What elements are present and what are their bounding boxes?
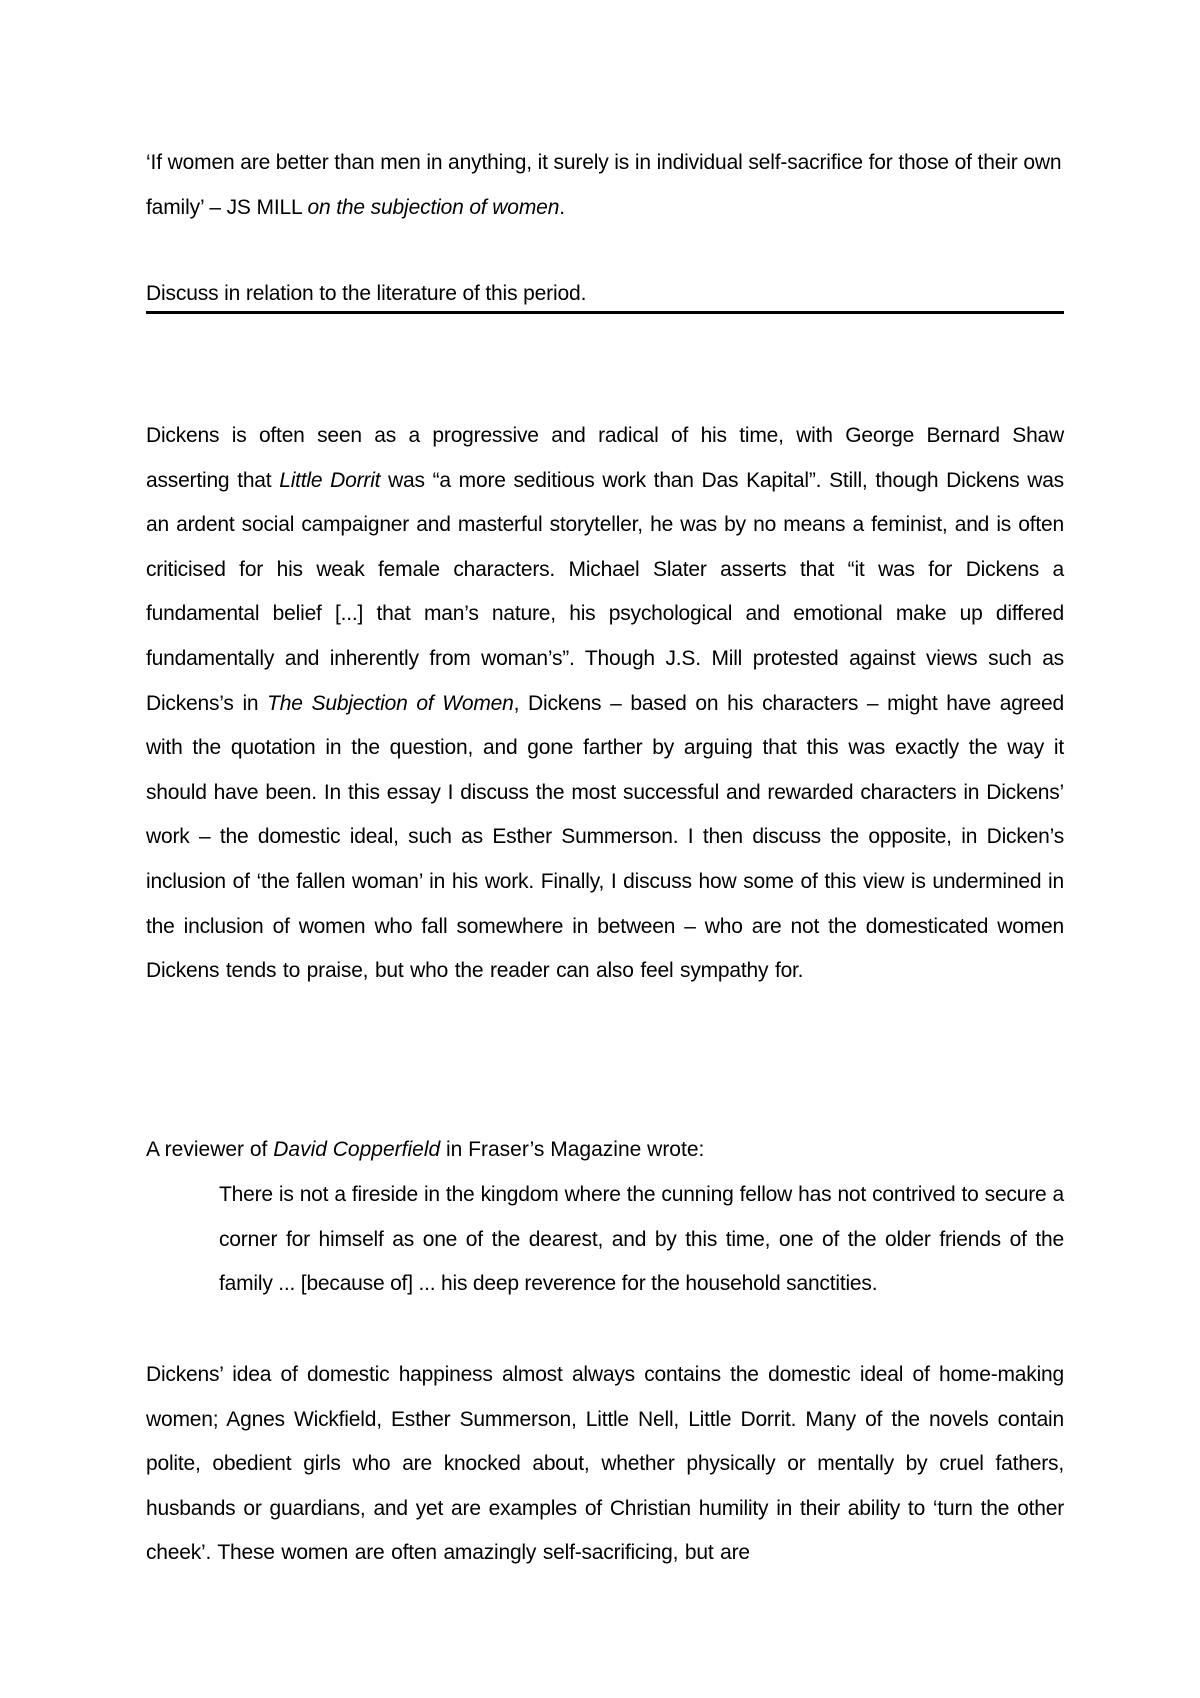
intro-title-subjection-of-women: The Subjection of Women [267, 691, 514, 715]
reviewer-text-1: A reviewer of [146, 1138, 274, 1161]
question-text [146, 141, 1064, 230]
intro-text-1: Dickens is often seen as a progressive and radical of his time, with George Bernard Shaw asserting that [146, 424, 1064, 492]
intro-text-3: , Dickens – based on his characters – might have agreed with the quotation in the question, and gone farther by arguing that this was exactly the way it should have been. In this essay I discuss the most successful and rewarded characters in Dickens’ work – the domestic ideal, such as Esther Summerson. I then discuss the opposite, in Dicken’s inclusion of ‘the fallen woman’ in his work. Finally, I discuss how some of this view is undermined in the inclusion of women who fall somewhere in between – who are not the domesticated women Dickens tends to praise, but who the reader can also feel sympathy for. [146, 691, 1064, 983]
heading-divider [146, 311, 1064, 314]
intro-title-little-dorrit: Little Dorrit [279, 468, 381, 492]
essay-instruction: Discuss in relation to the literature of this period. [146, 282, 587, 305]
block-quotation: There is not a fireside in the kingdom where the cunning fellow has not contrived to secure a corner for himself as one of the dearest, and by this time, one of the older friends of the family ... [because of] ... his deep reverence for the household sanctities. [219, 1183, 1064, 1296]
body-paragraph-domestic-ideal: Dickens’ idea of domestic happiness almost always contains the domestic ideal of home-making women; Agnes Wickfield, Esther Summerson, Little Nell, Little Dorrit. Many of the novels contain polite, obedient girls who are knocked about, whether physically or mentally by cruel fathers, husbands or guardians, and yet are examples of Christian humility in their ability to ‘turn the other cheek’. These women are often amazingly self-sacrificing, but are [146, 1363, 1064, 1565]
question-quote: ‘If women are better than men in anything, it surely is in individual self-sacrifice for those of their own family’ [146, 151, 1062, 219]
question-attribution: – JS MILL [203, 195, 308, 219]
essay-question [146, 141, 1064, 230]
question-source-end: . [559, 195, 565, 219]
intro-text-2: was “a more seditious work than Das Kapital”. Still, though Dickens was an ardent social campaigner and masterful storyteller, he was by no means a feminist, and is often criticised for his weak female characters. Michael Slater asserts that “it was for Dickens a fundamental belief [...] that man’s nature, his psychological and emotional make up differed fundamentally and inherently from woman’s”. Though J.S. Mill protested against views such as Dickens’s in [146, 468, 1064, 715]
reviewer-title-david-copperfield: David Copperfield [273, 1138, 441, 1161]
question-source-title: on the subjection of women [307, 195, 560, 219]
intro-paragraph [146, 414, 1064, 994]
reviewer-text-2: in Fraser’s Magazine wrote: [440, 1138, 705, 1161]
reviewer-intro-line [146, 1128, 1064, 1173]
